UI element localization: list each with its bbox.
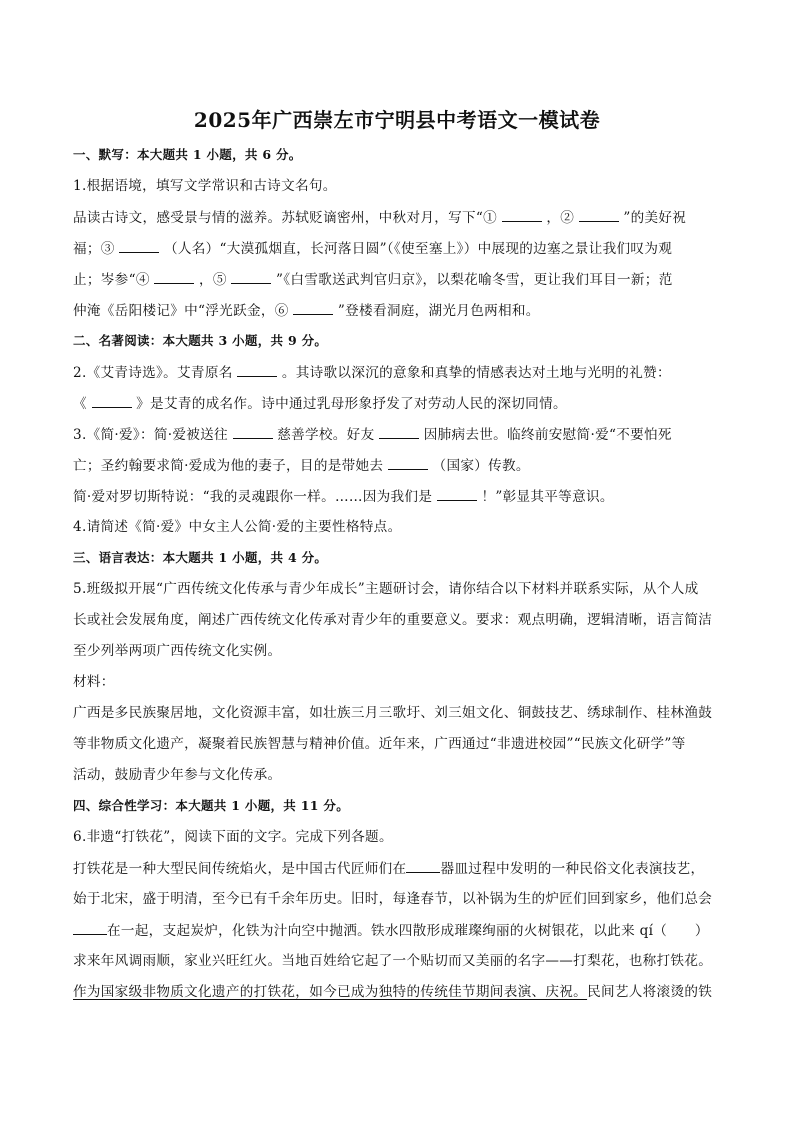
- answer-blank[interactable]: [379, 424, 419, 439]
- material-label: 材料：: [73, 674, 115, 690]
- q6-passage-line-5: 作为国家级非物质文化遗产的打铁花，如今已成为独特的传统佳节期间表演、庆祝。民间艺人将滚烫的铁: [73, 984, 713, 1000]
- answer-blank[interactable]: [502, 207, 542, 222]
- q3-line-2: 亡；圣约翰要求简·爱成为他的妻子，目的是带她去 （国家）传教。: [73, 455, 733, 476]
- underlined-sentence: 作为国家级非物质文化遗产的打铁花，如今已成为独特的传统佳节期间表演、庆祝。: [73, 984, 588, 1000]
- answer-blank[interactable]: [154, 269, 194, 284]
- material-line-2: 等非物质文化遗产，凝聚着民族智慧与精神价值。近年来，广西通过“非遗进校园”“民族文化研学”等: [73, 736, 686, 752]
- q1-line-2: 福；③ （人名）“大漠孤烟直，长河落日圆”（《使至塞上》）中展现的边塞之景让我们叹为观: [73, 238, 733, 259]
- q6-passage-line-2: 始于北宋，盛于明清，至今已有千余年历史。旧时，每逢春节，以补锅为生的炉匠们回到家乡，他们总会: [73, 891, 713, 907]
- q3-line-1: 3.《简·爱》：简·爱被送往 慈善学校。好友 因肺病去世。临终前安慰简·爱“不要怕死: [73, 424, 733, 445]
- answer-blank[interactable]: [237, 362, 277, 377]
- answer-blank[interactable]: [73, 920, 107, 935]
- section-heading-2: 二、名著阅读：本大题共 3 小题，共 9 分。: [73, 333, 328, 348]
- q1-prompt: 1.根据语境，填写文学常识和古诗文名句。: [73, 178, 337, 194]
- q6-prompt: 6.非遗“打铁花”，阅读下面的文字。完成下列各题。: [73, 829, 393, 845]
- section-heading-3: 三、语言表达：本大题共 1 小题，共 4 分。: [73, 550, 328, 565]
- answer-blank[interactable]: [231, 269, 271, 284]
- exam-title: 2025年广西崇左市宁明县中考语文一模试卷: [193, 108, 601, 132]
- q6-passage-line-3: 在一起，支起炭炉，化铁为汁向空中抛洒。铁水四散形成璀璨绚丽的火树银花，以此来 qí（ ）: [73, 920, 733, 941]
- q1-line-3: 止；岑参“④ ，⑤ ”《白雪歌送武判官归京》，以梨花喻冬雪，更让我们耳目一新；范: [73, 269, 733, 290]
- q6-passage-line-4: 求来年风调雨顺，家业兴旺红火。当地百姓给它起了一个贴切而又美丽的名字——打梨花，也称打铁花。: [73, 953, 713, 969]
- answer-blank[interactable]: [119, 238, 159, 253]
- material-line-3: 活动，鼓励青少年参与文化传承。: [73, 767, 282, 783]
- q1-line-4: 仲淹《岳阳楼记》中“浮光跃金，⑥ ”登楼看洞庭，湖光月色两相和。: [73, 300, 733, 321]
- q6-passage-line-1: 打铁花是一种大型民间传统焰火，是中国古代匠师们在 器皿过程中发明的一种民俗文化表演技艺，: [73, 858, 733, 879]
- section-heading-4: 四、综合性学习：本大题共 1 小题，共 11 分。: [73, 798, 350, 813]
- q5-line-3: 至少列举两项广西传统文化实例。: [73, 643, 282, 659]
- answer-blank[interactable]: [92, 393, 132, 408]
- material-line-1: 广西是多民族聚居地，文化资源丰富，如壮族三月三歌圩、刘三姐文化、铜鼓技艺、绣球制作、桂林渔鼓: [73, 705, 713, 721]
- q3-line-3: 简·爱对罗切斯特说：“我的灵魂跟你一样。……因为我们是 ！”彰显其平等意识。: [73, 486, 733, 507]
- answer-blank[interactable]: [233, 424, 273, 439]
- q4-prompt: 4.请简述《简·爱》中女主人公简·爱的主要性格特点。: [73, 519, 402, 535]
- answer-blank[interactable]: [293, 300, 333, 315]
- q5-line-1: 5.班级拟开展“广西传统文化传承与青少年成长”主题研讨会，请你结合以下材料并联系实际，从个人成: [73, 581, 699, 597]
- q2-line-1: 2.《艾青诗选》。艾青原名 。其诗歌以深沉的意象和真挚的情感表达对土地与光明的礼赞：: [73, 362, 733, 383]
- answer-blank[interactable]: [437, 486, 477, 501]
- answer-blank[interactable]: [579, 207, 619, 222]
- answer-blank[interactable]: [406, 858, 440, 873]
- q1-line-1: 品读古诗文，感受景与情的滋养。苏轼贬谪密州，中秋对月，写下“① ，② ”的美好祝: [73, 207, 733, 228]
- section-heading-1: 一、默写：本大题共 1 小题，共 6 分。: [73, 147, 302, 162]
- q5-line-2: 长或社会发展角度，阐述广西传统文化传承对青少年的重要意义。要求：观点明确，逻辑清晰，语言简洁: [73, 612, 713, 628]
- answer-blank[interactable]: [388, 455, 428, 470]
- q2-line-2: 《 》是艾青的成名作。诗中通过乳母形象抒发了对劳动人民的深切同情。: [73, 393, 733, 414]
